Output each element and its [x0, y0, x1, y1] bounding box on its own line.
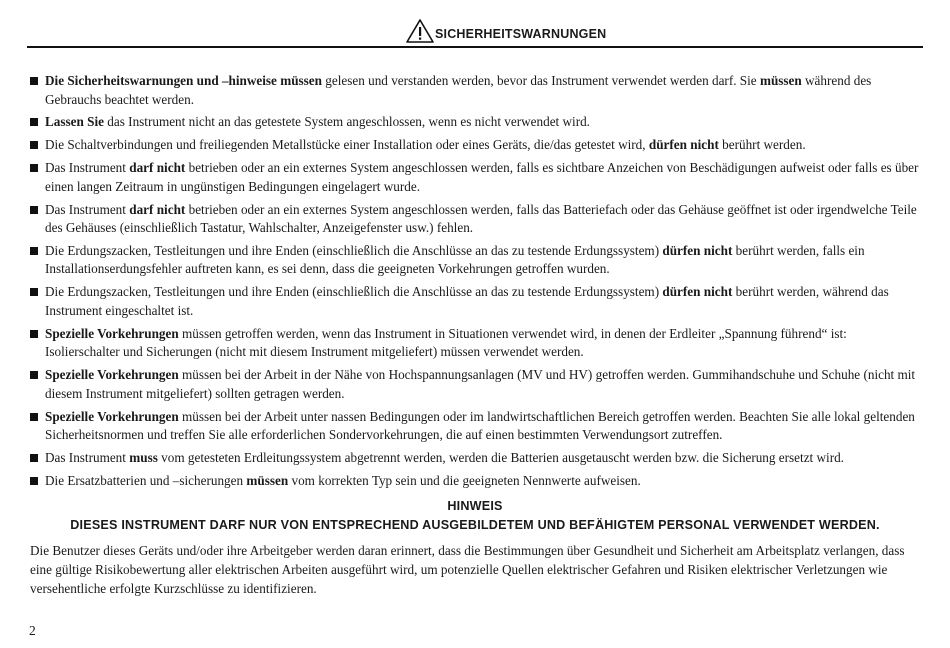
warning-item: [30, 136, 920, 155]
warning-item: [30, 72, 920, 109]
warning-item: [30, 325, 920, 362]
bullet-square-icon: [30, 330, 38, 338]
warning-text: [45, 367, 915, 401]
bullet-square-icon: [30, 247, 38, 255]
warning-segment: gelesen und verstanden werden, bevor das Instrument verwendet werden darf. Sie: [321, 73, 760, 88]
warning-emphasis: dürfen nicht: [648, 137, 719, 153]
warning-emphasis: Spezielle Vorkehrungen: [45, 408, 179, 424]
bullet-square-icon: [30, 454, 38, 462]
warning-emphasis: müssen: [759, 73, 802, 88]
page-title: SICHERHEITSWARNUNGEN: [435, 27, 607, 41]
warning-segment: während des Gebrauchs beachtet werden.: [45, 73, 872, 107]
notice-title: HINWEIS: [447, 499, 503, 513]
warning-text: [45, 450, 844, 465]
safety-warnings-list: [30, 72, 920, 495]
warning-emphasis: Die Sicherheitswarnungen und –hinweise müssen: [45, 73, 322, 88]
warning-text: [45, 284, 889, 318]
warning-text: [45, 473, 641, 488]
warning-segment: Die Schaltverbindungen und freiliegenden Metallstücke einer Installation oder eines Geräts, die/das getestet wird,: [45, 137, 649, 153]
warning-item: [30, 159, 920, 196]
warning-item: [30, 472, 920, 491]
page-header: [27, 14, 923, 48]
bullet-square-icon: [30, 288, 38, 296]
warning-segment: betrieben oder an ein externes System angeschlossen werden, falls es sichtbare Anzeichen von Beschädigungen aufweist oder falls es über einen langen Zeitraum in ungünstigen Bedingungen eingelagert wurde.: [45, 160, 919, 194]
warning-text: [45, 202, 917, 236]
header-title-group: [405, 14, 606, 44]
bullet-square-icon: [30, 206, 38, 214]
warning-item: [30, 242, 920, 279]
warning-text: [45, 243, 865, 277]
warning-segment: das Instrument nicht an das getestete System angeschlossen, wenn es nicht verwendet wird.: [104, 114, 590, 130]
warning-emphasis: Spezielle Vorkehrungen: [45, 367, 179, 383]
warning-text: [45, 73, 871, 107]
warning-segment: vom korrekten Typ sein und die geeigneten Nennwerte aufweisen.: [288, 472, 641, 488]
warning-emphasis: müssen: [246, 472, 289, 488]
warning-segment: müssen bei der Arbeit in der Nähe von Hochspannungsanlagen (MV und HV) getroffen werden. Gummihandschuhe und Schuhe (nicht mit diesem Instrument mitgeliefert) sollten getragen werden.: [45, 367, 916, 401]
notice-paragraph: Die Benutzer dieses Geräts und/oder ihre Arbeitgeber werden daran erinnert, dass die Bestimmungen über Gesundheit und Sicherheit am Arbeitsplatz verlangen, dass eine gültige Risikobewertung aller elektrischen Arbeiten ausgeführt wird, um potenzielle Quellen elektrischer Gefahren und Risiken elektrischer Verletzungen wie versehentliche erfolgte Kurzschlüsse zu identifizieren.: [30, 543, 905, 596]
warning-segment: berührt werden, falls ein Installationserdungsfehler auftreten kann, es sei denn, dass die geeigneten Vorkehrungen getroffen wurden.: [45, 242, 865, 277]
warning-segment: müssen bei der Arbeit unter nassen Bedingungen oder im landwirtschaftlichen Bereich getroffen werden. Beachten Sie alle lokal geltenden Sicherheitsnormen und treffen Sie alle erforderlichen Sondervorkehrungen, die auf einen bestimmten Verwendungsort zutreffen.: [45, 408, 915, 443]
warning-segment: Das Instrument: [45, 449, 130, 465]
warning-segment: berührt werden.: [718, 137, 806, 153]
page-number: 2: [29, 623, 36, 638]
warning-segment: Die Ersatzbatterien und –sicherungen: [45, 472, 247, 488]
warning-segment: Die Erdungszacken, Testleitungen und ihre Enden (einschließlich die Anschlüsse an das zu testende Erdungssystem): [45, 242, 663, 258]
bullet-square-icon: [30, 77, 38, 85]
warning-item: [30, 449, 920, 468]
warning-segment: berührt werden, während das Instrument eingeschaltet ist.: [45, 284, 889, 318]
warning-text: [45, 137, 806, 152]
warning-item: [30, 408, 920, 445]
bullet-square-icon: [30, 118, 38, 126]
warning-emphasis: dürfen nicht: [662, 242, 733, 258]
warning-item: [30, 366, 920, 403]
warning-segment: Das Instrument: [45, 160, 130, 176]
bullet-square-icon: [30, 164, 38, 172]
warning-text: [45, 160, 918, 194]
warning-emphasis: Spezielle Vorkehrungen: [45, 325, 179, 341]
bullet-square-icon: [30, 477, 38, 485]
warning-text: [45, 114, 590, 129]
warning-item: [30, 283, 920, 320]
warning-item: [30, 201, 920, 238]
warning-emphasis: darf nicht: [129, 201, 186, 217]
warning-segment: müssen getroffen werden, wenn das Instrument in Situationen verwendet wird, in denen der Erdleiter „Spannung führend“ ist: Isolierschalter und Sicherungen (nicht mit diesem Instrument mitgeliefert) müssen verwendet werden.: [45, 325, 847, 360]
bullet-square-icon: [30, 413, 38, 421]
warning-segment: betrieben oder an ein externes System angeschlossen werden, falls das Batteriefach oder das Gehäuse geöffnet ist oder irgendwelche Teile des Gehäuses (einschließlich Tastatur, Wahlschalter, Anzeigefenster usw.) fehlen.: [45, 201, 917, 236]
warning-text: [45, 409, 915, 443]
warning-segment: Das Instrument: [45, 201, 130, 217]
bullet-square-icon: [30, 141, 38, 149]
warning-emphasis: darf nicht: [129, 160, 186, 176]
warning-text: [45, 326, 847, 360]
warning-emphasis: muss: [129, 449, 158, 465]
warning-emphasis: dürfen nicht: [662, 284, 733, 300]
notice-subtitle: DIESES INSTRUMENT DARF NUR VON ENTSPRECHEND AUSGEBILDETEM UND BEFÄHIGTEM PERSONAL VERWENDET WERDEN.: [70, 518, 880, 532]
warning-emphasis: Lassen Sie: [45, 114, 104, 130]
warning-triangle-icon: [405, 18, 435, 44]
warning-segment: vom getesteten Erdleitungssystem abgetrennt werden, werden die Batterien ausgetauscht werden bzw. die Sicherung ersetzt wird.: [157, 449, 844, 465]
warning-item: [30, 113, 920, 132]
bullet-square-icon: [30, 371, 38, 379]
warning-segment: Die Erdungszacken, Testleitungen und ihre Enden (einschließlich die Anschlüsse an das zu testende Erdungssystem): [45, 284, 663, 300]
